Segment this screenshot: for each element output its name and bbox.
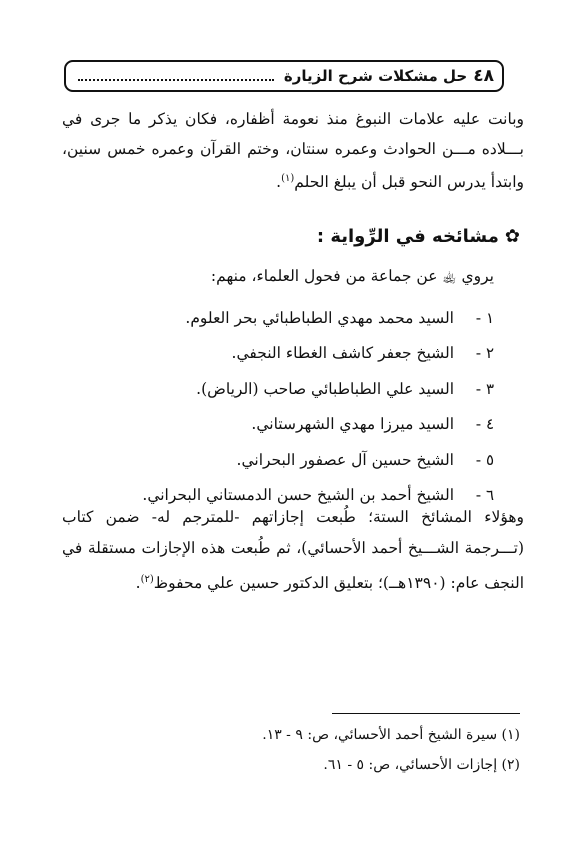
item-text: الشيخ جعفر كاشف الغطاء النجفي.: [231, 344, 454, 363]
list-item: [74, 442, 494, 478]
running-header: [64, 60, 504, 92]
item-number: ٦ -: [475, 486, 494, 505]
section-heading: [317, 226, 520, 247]
footnote-2: (٢) إجازات الأحسائي، ص: ٥ - ٦١.: [323, 757, 520, 773]
footnote-1: (١) سيرة الشيخ أحمد الأحسائي، ص: ٩ - ١٣.: [262, 727, 520, 743]
section-intro: يروي ﵀ عن جماعة من فحول العلماء، منهم:: [210, 267, 494, 285]
paragraph-end: .: [276, 173, 282, 192]
paragraph-end: .: [135, 574, 141, 593]
footnote-separator: [332, 713, 520, 714]
list-item: [74, 300, 494, 336]
flower-ornament-icon: ✿: [504, 226, 520, 247]
footnote-ref-2: (٢): [140, 574, 154, 585]
paragraph-text: وهؤلاء المشائخ الستة؛ طُبعت إجازاتهم -للمترجم له- ضمن كتاب (تـــرجمة الشـــيخ أحمد الأحسائي)، ثم طُبعت هذه الإجازات مستقلة في النجف عام: (١٣٩٠هــ)؛ بتعليق الدكتور حسين علي محفوظ: [62, 508, 524, 593]
list-item: [74, 371, 494, 407]
paragraph-ijazat: [62, 502, 524, 599]
item-number: ٤ -: [475, 415, 494, 434]
item-text: الشيخ حسين آل عصفور البحراني.: [236, 450, 454, 469]
page-number: ٤٨: [473, 66, 494, 86]
item-text: السيد محمد مهدي الطباطبائي بحر العلوم.: [185, 308, 454, 327]
item-text: الشيخ أحمد بن الشيخ حسن الدمستاني البحراني.: [142, 486, 454, 505]
header-title: حل مشكلات شرح الزيارة: [283, 67, 468, 85]
item-number: ٣ -: [475, 379, 494, 398]
item-number: ١ -: [475, 308, 494, 327]
paragraph-text: وبانت عليه علامات النبوغ منذ نعومة أظفاره، فكان يذكر ما جرى في بـــلاده مـــن الحوادث وعمره سنتان، وختم القرآن وعمره خمس سنين، وابتدأ يدرس النحو قبل أن يبلغ الحلم: [62, 110, 524, 192]
list-item: [74, 407, 494, 443]
teachers-list: [74, 300, 494, 513]
list-item: [74, 336, 494, 372]
footnote-ref-1: (١): [281, 173, 295, 184]
item-number: ٥ -: [475, 450, 494, 469]
paragraph-upbringing: [62, 104, 524, 197]
section-heading-text: مشائخه في الرِّواية :: [316, 226, 499, 247]
header-dot-leader: [78, 79, 274, 81]
item-number: ٢ -: [475, 344, 494, 363]
item-text: السيد علي الطباطبائي صاحب (الرياض).: [196, 379, 454, 398]
item-text: السيد ميرزا مهدي الشهرستاني.: [251, 415, 454, 434]
